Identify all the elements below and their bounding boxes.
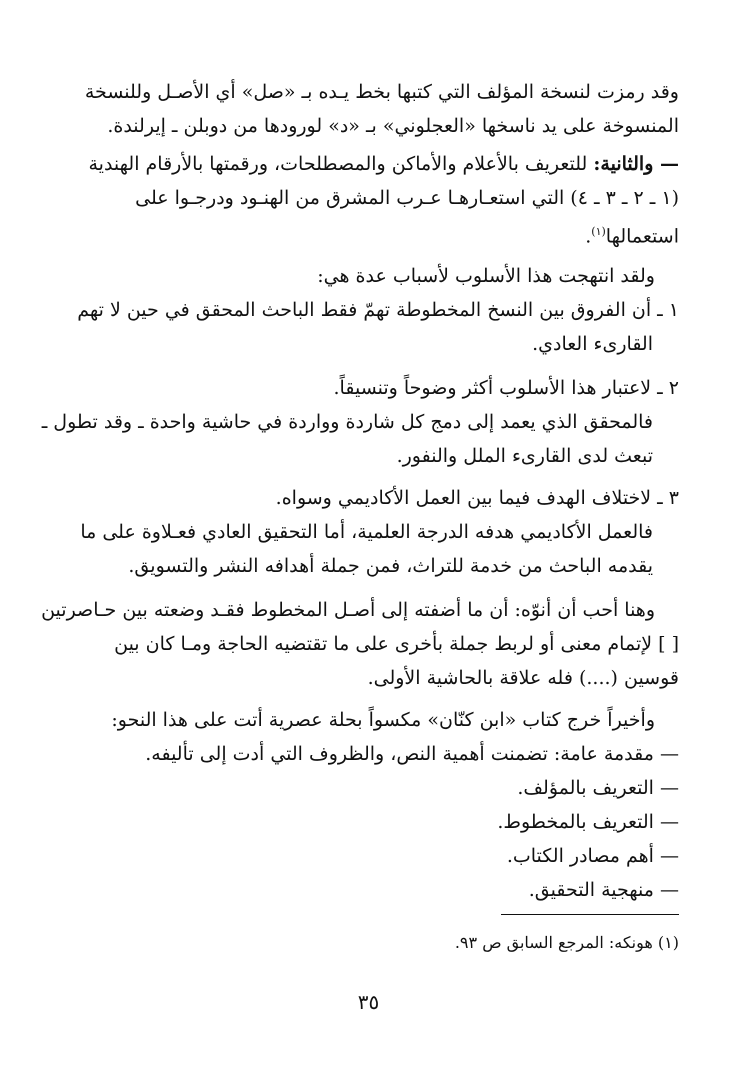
footnote-reference: (١) [591, 225, 606, 238]
second-point-text-end: استعمالها [605, 225, 679, 248]
reason-3-line-2: فالعمل الأكاديمي هدفه الدرجة العلمية، أما التحقيق العادي فعـلاوة على ما [80, 521, 653, 543]
footnote-divider [501, 914, 679, 915]
second-point-line-1 [88, 150, 679, 178]
reasons-intro: ولقد انتهجت هذا الأسلوب لأسباب عدة هي: [317, 265, 655, 287]
content-list-item: — التعريف بالمؤلف. [517, 777, 679, 799]
content-list-item: — التعريف بالمخطوط. [497, 811, 679, 833]
paragraph-1-line-1: وقد رمزت لنسخة المؤلف التي كتبها بخط يـده بـ «صل» أي الأصـل وللنسخة [84, 81, 679, 103]
final-intro: وأخيراً خرج كتاب «ابن كنّان» مكسواً بحلة عصرية أتت على هذا النحو: [111, 709, 655, 731]
content-list-item: — مقدمة عامة: تضمنت أهمية النص، والظروف التي أدت إلى تأليفه. [145, 743, 679, 765]
content-list-item: — منهجية التحقيق. [528, 879, 679, 901]
second-point-line-3 [585, 218, 679, 250]
second-point-label: — والثانية: [593, 153, 679, 175]
second-point-text: للتعريف بالأعلام والأماكن والمصطلحات، ورقمتها بالأرقام الهندية [88, 153, 588, 175]
note-line-3: قوسين (....) فله علاقة بالحاشية الأولى. [367, 667, 679, 689]
reason-2-line-2: فالمحقق الذي يعمد إلى دمج كل شاردة وواردة في حاشية واحدة ـ وقد تطول ـ [41, 411, 653, 433]
reason-1-line-2: القارىء العادي. [532, 333, 653, 355]
reason-1-line-1: ١ ـ أن الفروق بين النسخ المخطوطة تهمّ فقط الباحث المحقق في حين لا تهم [77, 299, 679, 321]
reason-2-line-3: تبعث لدى القارىء الملل والنفور. [396, 445, 653, 467]
second-point-line-2: (١ ـ ٢ ـ ٣ ـ ٤) التي استعـارهـا عـرب المشرق من الهنـود ودرجـوا على [135, 187, 679, 209]
reason-3-line-1: ٣ ـ لاختلاف الهدف فيما بين العمل الأكاديمي وسواه. [275, 487, 679, 509]
page-number: ٣٥ [357, 990, 380, 1014]
reason-2-line-1: ٢ ـ لاعتبار هذا الأسلوب أكثر وضوحاً وتنسيقاً. [333, 377, 679, 399]
note-line-2: [ ] لإتمام معنى أو لربط جملة بأخرى على ما تقتضيه الحاجة ومـا كان بين [114, 633, 679, 655]
footnote: (١) هونكه: المرجع السابق ص ٩٣. [454, 933, 679, 952]
reason-3-line-3: يقدمه الباحث من خدمة للتراث، فمن جملة أهدافه النشر والتسويق. [128, 555, 653, 577]
paragraph-1-line-2: المنسوخة على يد ناسخها «العجلوني» بـ «د» لورودها من دوبلن ـ إيرلندة. [107, 115, 679, 137]
second-point-period: . [585, 225, 592, 248]
note-line-1: وهنا أحب أن أنوّه: أن ما أضفته إلى أصـل المخطوط فقـد وضعته بين حـاصرتين [41, 599, 655, 621]
content-list-item: — أهم مصادر الكتاب. [506, 845, 679, 867]
